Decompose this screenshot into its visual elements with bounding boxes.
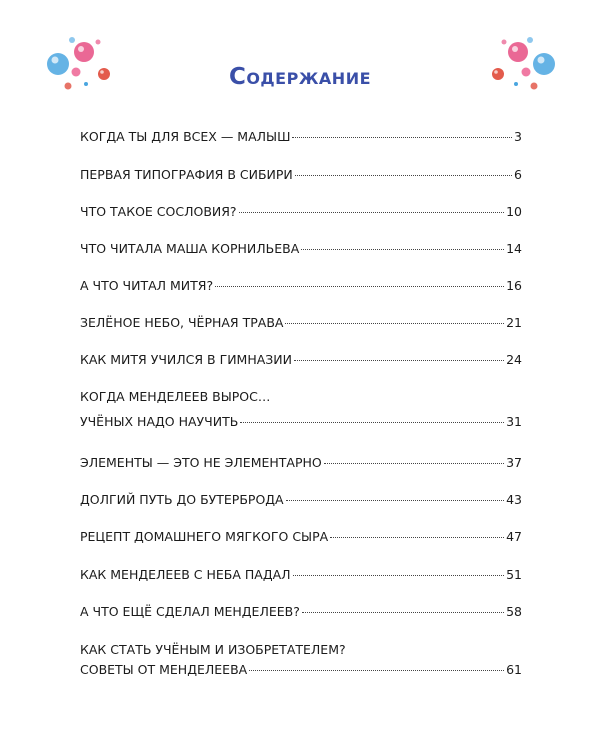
toc-entry-title: ДОЛГИЙ ПУТЬ ДО БУТЕРБРОДА [80,492,284,507]
toc-entry[interactable] [80,351,522,369]
dot-leader [330,537,504,538]
toc-page-number: 58 [506,604,522,619]
dot-leader [293,575,505,576]
toc-entry[interactable] [80,128,522,146]
toc-entry[interactable] [80,641,522,679]
toc-page-number: 16 [506,278,522,293]
toc-page-number: 6 [514,167,522,182]
toc-entry-title: РЕЦЕПТ ДОМАШНЕГО МЯГКОГО СЫРА [80,529,329,544]
toc-page-number: 31 [506,414,522,429]
dot-leader [294,360,504,361]
toc-entry[interactable] [80,388,522,431]
toc-page-number: 51 [506,567,522,582]
dot-leader [285,323,504,324]
toc-entry-title: УЧЁНЫХ НАДО НАУЧИТЬ [80,414,239,429]
dot-leader [215,286,504,287]
toc-entry[interactable] [80,314,522,332]
toc-entry-title-line1: КАК СТАТЬ УЧЁНЫМ И ИЗОБРЕТАТЕЛЕМ? [80,642,346,657]
dot-leader [292,137,512,138]
page-title: Содержание [228,64,372,90]
dot-leader [301,249,504,250]
toc-entry[interactable] [80,166,522,184]
toc-entry[interactable] [80,454,522,472]
dot-leader [240,422,504,423]
toc-entry-title: КАК МИТЯ УЧИЛСЯ В ГИМНАЗИИ [80,352,292,367]
toc-entry-title: ЧТО ТАКОЕ СОСЛОВИЯ? [80,204,237,219]
dot-leader [295,175,512,176]
toc-entry-title-line1: КОГДА МЕНДЕЛЕЕВ ВЫРОС… [80,389,271,404]
dot-leader [286,500,504,501]
toc-page-number: 21 [506,315,522,330]
dot-leader [249,670,504,671]
toc-page-number: 43 [506,492,522,507]
dot-leader [239,212,505,213]
toc-entry-title: А ЧТО ЧИТАЛ МИТЯ? [80,278,214,293]
toc-entry[interactable] [80,603,522,621]
dot-leader [302,612,504,613]
toc-page-number: 37 [506,455,522,470]
toc-page-number: 10 [506,204,522,219]
toc-entry-title: КАК МЕНДЕЛЕЕВ С НЕБА ПАДАЛ [80,567,291,582]
toc-entry-title: ПЕРВАЯ ТИПОГРАФИЯ В СИБИРИ [80,167,293,182]
toc-entry[interactable] [80,203,522,221]
toc-entry[interactable] [80,491,522,509]
toc-page-number: 14 [506,241,522,256]
toc-entry[interactable] [80,240,522,258]
toc-entry[interactable] [80,528,522,546]
toc-entry-title: ЭЛЕМЕНТЫ — ЭТО НЕ ЭЛЕМЕНТАРНО [80,455,322,470]
toc-entry[interactable] [80,277,522,295]
toc-entry-title: А ЧТО ЕЩЁ СДЕЛАЛ МЕНДЕЛЕЕВ? [80,604,300,619]
toc-entry-title: ЧТО ЧИТАЛА МАША КОРНИЛЬЕВА [80,241,300,256]
toc-page-number: 47 [506,529,522,544]
toc-page-number: 24 [506,352,522,367]
toc-entry-title: ЗЕЛЁНОЕ НЕБО, ЧЁРНАЯ ТРАВА [80,315,284,330]
toc-page-number: 3 [514,129,522,144]
dot-leader [324,463,504,464]
toc-entry-title: СОВЕТЫ ОТ МЕНДЕЛЕЕВА [80,662,248,677]
toc-page-number: 61 [506,662,522,677]
toc-entry[interactable] [80,566,522,584]
toc-entry-title: КОГДА ТЫ ДЛЯ ВСЕХ — МАЛЫШ [80,129,291,144]
